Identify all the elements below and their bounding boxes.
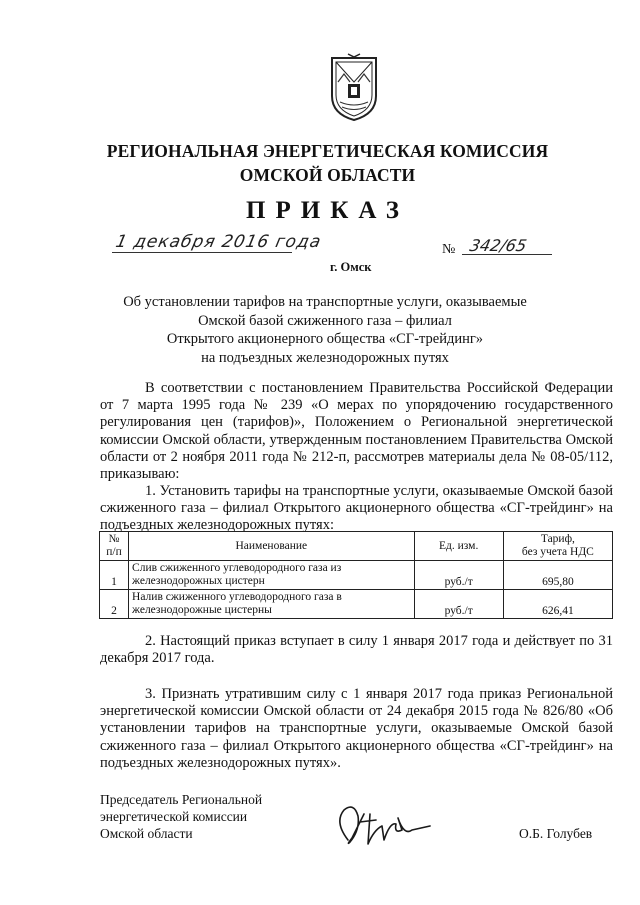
tariff-table [99, 531, 613, 619]
handwritten-date: 1 декабря 2016 года [113, 232, 324, 252]
org-name-line1: РЕГИОНАЛЬНАЯ ЭНЕРГЕТИЧЕСКАЯ КОМИССИЯ [106, 141, 549, 161]
header-tariff: Тариф, без учета НДС [503, 532, 612, 561]
subject-line: Открытого акционерного общества «СГ-трейдинг» [166, 331, 484, 348]
document-type-title: ПРИКАЗ [246, 197, 409, 224]
row-name: Слив сжиженного углеводородного газа из железнодорожных цистерн [129, 561, 415, 590]
date-underline [112, 252, 292, 253]
city-label: г. Омск [330, 260, 372, 274]
signer-position-line: энергетической комиссии [100, 809, 248, 824]
handwritten-signature [330, 800, 440, 850]
header-number: № п/п [100, 532, 129, 561]
order-subject [100, 293, 550, 367]
subject-line: на подъездных железнодорожных путях [201, 349, 449, 366]
number-underline [462, 254, 552, 255]
clause-2-paragraph: 2. Настоящий приказ вступает в силу 1 января 2017 года и действует по 31 декабря 2017 года. [100, 633, 613, 667]
subject-line: Об установлении тарифов на транспортные услуги, оказываемые [123, 294, 527, 310]
preamble-paragraph: В соответствии с постановлением Правительства Российской Федерации от 7 марта 1995 года № 239 «О мерах по упорядочению государственного регулирования цен (тарифов)», Положением о Региональной энергетической комиссии Омской области, утвержденным постановлением Правительства Омской области от 2 ноября 2011 года № 212-п, рассмотрев материалы дела № 08-05/112, приказываю: [100, 380, 613, 483]
row-number: 1 [100, 561, 129, 590]
signer-position-line: Омской области [100, 826, 193, 841]
row-unit: руб./т [414, 561, 503, 590]
clause-1-paragraph: 1. Установить тарифы на транспортные услуги, оказываемые Омской базой сжиженного газа – филиал Открытого акционерного общества «СГ-трейдинг» на подъездных железнодорожных путях: [100, 483, 613, 534]
table-header-row [100, 532, 613, 561]
table-row [100, 590, 613, 619]
org-name-line2: ОМСКОЙ ОБЛАСТИ [239, 165, 416, 185]
table-row [100, 561, 613, 590]
clause-3-paragraph: 3. Признать утратившим силу с 1 января 2017 года приказ Региональной энергетической комиссии Омской области от 24 декабря 2015 года № 826/80 «Об установлении тарифов на транспортные услуги, оказываемые Омской базой сжиженного газа – филиал Открытого акционерного общества «СГ-трейдинг» на подъездных железнодорожных путях». [100, 686, 613, 771]
subject-line: Омской базой сжиженного газа – филиал [198, 312, 452, 329]
row-name: Налив сжиженного углеводородного газа в железнодорожные цистерны [129, 590, 415, 619]
row-tariff: 695,80 [503, 561, 612, 590]
header-name: Наименование [129, 532, 415, 561]
row-number: 2 [100, 590, 129, 619]
coat-of-arms-emblem [328, 52, 380, 122]
signer-name: О.Б. Голубев [519, 826, 593, 841]
signer-position-line: Председатель Региональной [100, 792, 263, 807]
number-label: № [442, 242, 456, 257]
signer-position [100, 791, 262, 842]
handwritten-order-number: 342/65 [467, 236, 529, 255]
row-tariff: 626,41 [503, 590, 612, 619]
header-unit: Ед. изм. [414, 532, 503, 561]
row-unit: руб./т [414, 590, 503, 619]
